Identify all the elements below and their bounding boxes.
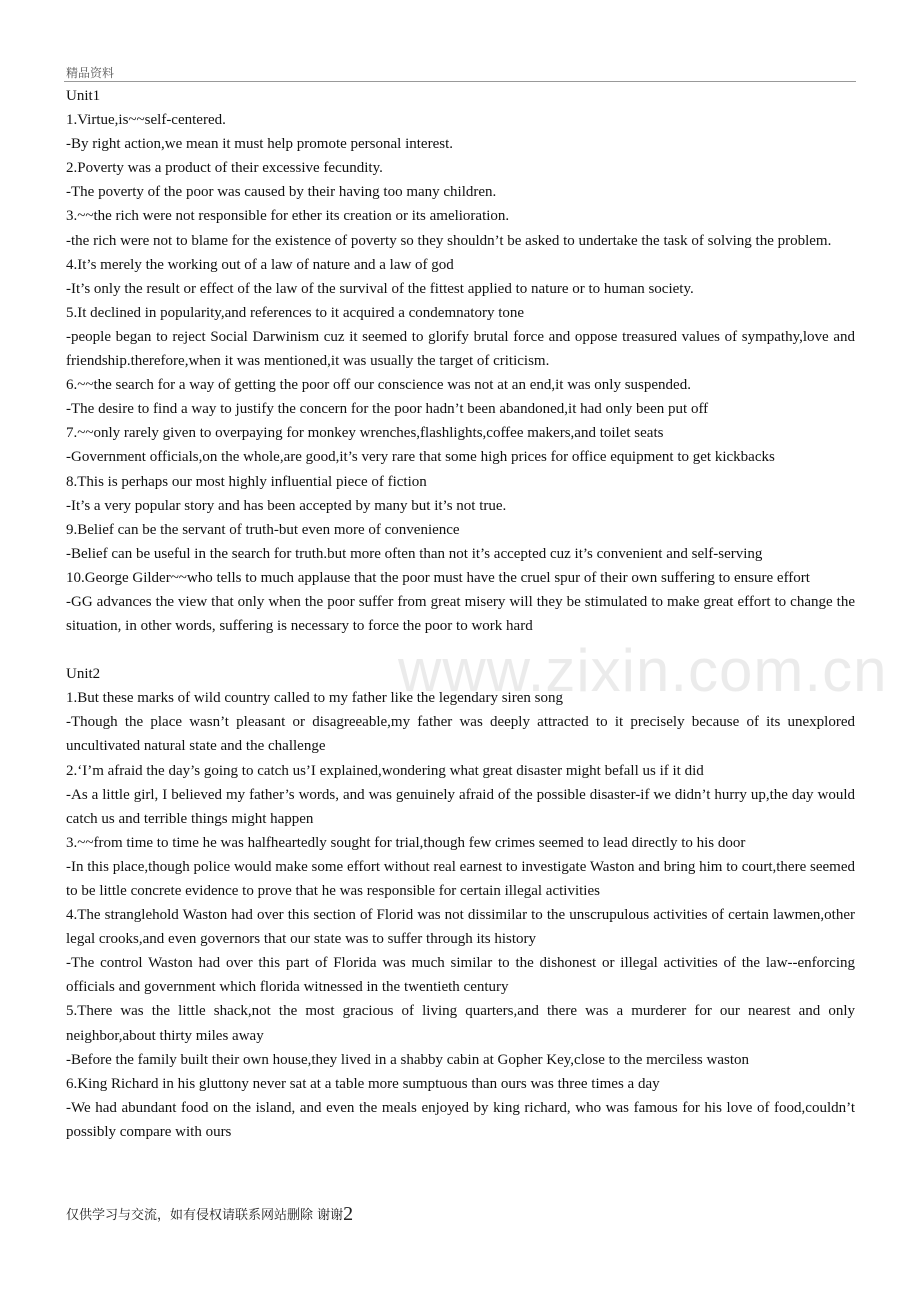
text-line: 3.~~from time to time he was halfheartedly sought for trial,though few crimes seemed to lead directly to his door <box>66 834 746 851</box>
unit-section <box>66 84 855 638</box>
text-line: -Though the place wasn’t pleasant or disagreeable,my father was deeply attracted to it precisely because of its unexplored uncultivated natural state and the challenge <box>66 714 855 755</box>
text-line: 6.~~the search for a way of getting the poor off our conscience was not at an end,it was only suspended. <box>66 377 691 394</box>
text-line: 10.George Gilder~~who tells to much applause that the poor must have the cruel spur of their own suffering to ensure effort <box>66 569 810 586</box>
text-line: 2.Poverty was a product of their excessive fecundity. <box>66 160 383 177</box>
text-line: -We had abundant food on the island, and even the meals enjoyed by king richard, who was famous for his love of food,couldn’t possibly compare with ours <box>66 1099 855 1140</box>
text-line: 8.This is perhaps our most highly influential piece of fiction <box>66 473 427 490</box>
text-line: 7.~~only rarely given to overpaying for monkey wrenches,flashlights,coffee makers,and toilet seats <box>66 425 664 442</box>
text-line: -people began to reject Social Darwinism cuz it seemed to glorify brutal force and oppose treasured values of sympathy,love and friendship.therefore,when it was mentioned,it was usually the target of criticism. <box>66 328 855 370</box>
text-line: 5.There was the little shack,not the most gracious of living quarters,and there was a murderer for our nearest and only neighbor,about thirty miles away <box>66 1003 855 1044</box>
text-line: 3.~~the rich were not responsible for ether its creation or its amelioration. <box>66 208 510 225</box>
text-line: 4.The stranglehold Waston had over this section of Florid was not dissimilar to the unscrupulous activities of certain lawmen,other legal crooks,and even governors that our state was to suffer through its history <box>66 907 855 948</box>
text-line: -The poverty of the poor was caused by their having too many children. <box>66 184 497 201</box>
header-label: 精品资料 <box>66 66 115 80</box>
header-divider <box>64 81 856 82</box>
text-line: -It’s a very popular story and has been accepted by many but it’s not true. <box>66 497 507 514</box>
text-line: 5.It declined in popularity,and references to it acquired a condemnatory tone <box>66 304 525 321</box>
text-line: 1.But these marks of wild country called to my father like the legendary siren song <box>66 690 563 707</box>
text-line: 2.‘I’m afraid the day’s going to catch us’I explained,wondering what great disaster might befall us if it did <box>66 762 704 779</box>
text-line: -As a little girl, I believed my father’s words, and was genuinely afraid of the possible disaster-if we didn’t hurry up,the day would catch us and terrible things might happen <box>66 786 855 827</box>
page-number: 2 <box>343 1203 354 1225</box>
document-body <box>66 84 855 1144</box>
text-line: -The desire to find a way to justify the concern for the poor hadn’t been abandoned,it had only been put off <box>66 401 709 418</box>
footer-text: 仅供学习与交流，如有侵权请联系网站删除 谢谢 <box>66 1208 344 1223</box>
section-spacer <box>66 638 855 662</box>
text-line: -In this place,though police would make some effort without real earnest to investigate Waston and bring him to court,there seemed to be little concrete evidence to prove that he was responsible for certain illegal activities <box>66 858 855 899</box>
text-line: -By right action,we mean it must help promote personal interest. <box>66 136 453 153</box>
watermark: www.zixin.com.cn <box>398 637 888 704</box>
unit-section <box>66 662 855 1144</box>
unit-heading: Unit2 <box>66 666 101 683</box>
unit-heading: Unit1 <box>66 88 101 104</box>
text-line: 1.Virtue,is~~self-centered. <box>66 112 226 129</box>
text-line: 6.King Richard in his gluttony never sat at a table more sumptuous than ours was three times a day <box>66 1075 660 1092</box>
text-line: 4.It’s merely the working out of a law of nature and a law of god <box>66 256 454 273</box>
text-line: -It’s only the result or effect of the law of the survival of the fittest applied to nature or to human society. <box>66 280 694 297</box>
text-line: -the rich were not to blame for the existence of poverty so they shouldn’t be asked to undertake the task of solving the problem. <box>66 232 832 249</box>
text-line: -The control Waston had over this part of Florida was much similar to the dishonest or illegal activities of the law--enforcing officials and government which florida witnessed in the twentieth century <box>66 955 855 996</box>
text-line: -Before the family built their own house,they lived in a shabby cabin at Gopher Key,close to the merciless waston <box>66 1051 750 1068</box>
text-line: 9.Belief can be the servant of truth-but even more of convenience <box>66 521 460 538</box>
footer <box>66 1203 353 1226</box>
text-line: -Belief can be useful in the search for truth.but more often than not it’s accepted cuz it’s convenient and self-serving <box>66 545 763 562</box>
text-line: -Government officials,on the whole,are good,it’s very rare that some high prices for office equipment to get kickbacks <box>66 449 775 466</box>
text-line: -GG advances the view that only when the poor suffer from great misery will they be stimulated to make great effort to change the situation, in other words, suffering is necessary to force the poor to work hard <box>66 593 855 635</box>
